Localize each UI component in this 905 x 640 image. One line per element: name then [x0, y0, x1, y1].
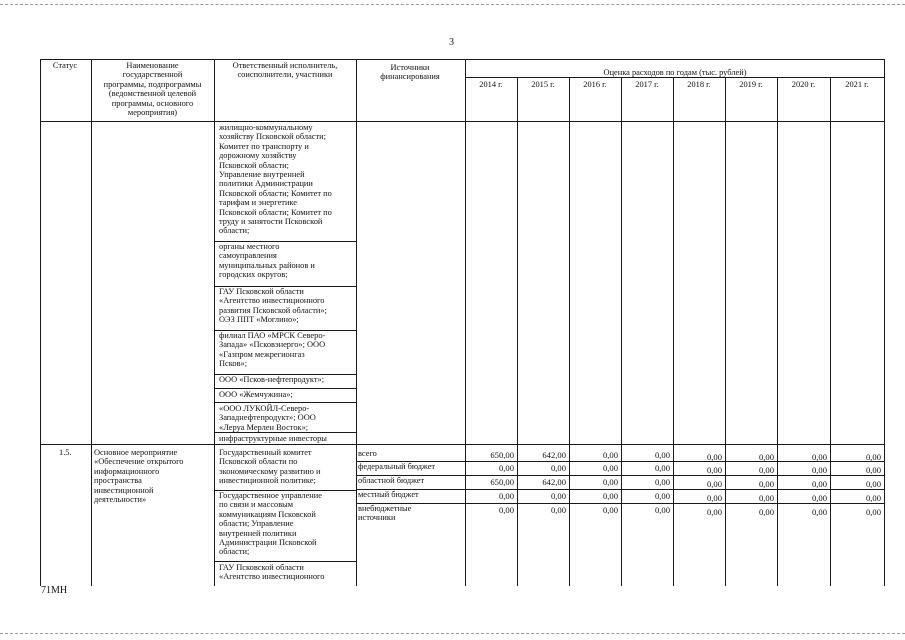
- funding-value-cell: 642,00: [542, 450, 566, 460]
- continuation-executor-block-1: жилищно-коммунальному хозяйству Псковской области; Комитет по транспорту и дорожному хозяйству Псковской области; Управление внутренней политики Администрации Псковской области; Комитет по тарифам и энергетике Псковской области; Комитет по труду и занятости Псковской области;: [219, 123, 332, 236]
- funding-source-label: внебюджетные источники: [358, 504, 412, 523]
- funding-source-label: всего: [358, 449, 377, 458]
- table-rule: [214, 388, 356, 389]
- funding-value-cell: 0,00: [654, 450, 670, 460]
- table-rule: [214, 561, 356, 562]
- funding-value-cell: 0,00: [602, 491, 618, 501]
- funding-value-cell: 0,00: [602, 450, 618, 460]
- table-rule: [214, 402, 356, 403]
- funding-value-cell: 0,00: [758, 479, 774, 489]
- table-rule: [40, 121, 885, 122]
- funding-value-cell: 0,00: [602, 477, 618, 487]
- row-1-5-executor-block-2: Государственное управление по связи и массовым коммуникациям Псковской области; Управление внутренней политики Администрации Псковской области;: [219, 491, 322, 557]
- table-rule: [40, 444, 885, 445]
- continuation-executor-block-4: филиал ПАО «МРСК Северо- Запада» «Псковэнерго»; ООО «Газпром межрегионгаз Псков»;: [219, 331, 326, 369]
- row-1-5-status: 1.5.: [59, 448, 72, 457]
- funding-value-cell: 0,00: [811, 493, 827, 503]
- year-header: 2014 г.: [479, 80, 503, 89]
- year-header: 2021 г.: [845, 80, 869, 89]
- funding-value-cell: 0,00: [706, 493, 722, 503]
- funding-value-cell: 0,00: [706, 465, 722, 475]
- header-funding-sources: Источники финансирования: [380, 63, 440, 82]
- table-rule: [91, 59, 92, 586]
- funding-value-cell: 0,00: [758, 507, 774, 517]
- continuation-executor-block-7: «ООО ЛУКОЙЛ-Северо- Западнефтепродукт»; ООО «Леруа Мерлен Восток»;: [219, 404, 316, 432]
- funding-value-cell: 0,00: [811, 479, 827, 489]
- row-1-5-executor-block-3: ГАУ Псковской области «Агентство инвестиционного: [219, 563, 325, 582]
- continuation-executor-block-3: ГАУ Псковской области «Агентство инвестиционного развития Псковской области»; ОЭЗ ППТ «Моглино»;: [219, 287, 327, 325]
- year-header: 2017 г.: [635, 80, 659, 89]
- funding-value-cell: 0,00: [550, 463, 566, 473]
- funding-value-cell: 0,00: [865, 507, 881, 517]
- funding-value-cell: 0,00: [498, 491, 514, 501]
- funding-value-cell: 0,00: [706, 452, 722, 462]
- continuation-executor-block-2: органы местного самоуправления муниципальных районов и городских округов;: [219, 242, 315, 280]
- header-program-name: Наименование государственной программы, подпрограммы (ведомственной целевой программы, основного мероприятия): [103, 61, 202, 118]
- row-1-5-name: Основное мероприятие «Обеспечение открытого информационного пространства инвестиционной деятельности»: [94, 448, 184, 505]
- funding-value-cell: 0,00: [865, 479, 881, 489]
- funding-value-cell: 0,00: [811, 465, 827, 475]
- funding-value-cell: 0,00: [550, 505, 566, 515]
- year-header: 2015 г.: [531, 80, 555, 89]
- funding-value-cell: 0,00: [602, 463, 618, 473]
- funding-value-cell: 0,00: [758, 465, 774, 475]
- funding-value-cell: 0,00: [498, 505, 514, 515]
- header-executor: Ответственный исполнитель, соисполнители, участники: [232, 61, 338, 80]
- funding-value-cell: 0,00: [865, 493, 881, 503]
- funding-source-label: областной бюджет: [358, 476, 425, 485]
- table-rule: [40, 59, 41, 586]
- continuation-executor-block-6: ООО «Жемчужина»;: [219, 390, 293, 399]
- table-rule: [214, 59, 215, 586]
- funding-value-cell: 0,00: [811, 507, 827, 517]
- funding-value-cell: 0,00: [865, 452, 881, 462]
- continuation-executor-block-8: инфраструктурные инвесторы: [219, 434, 327, 443]
- year-header: 2016 г.: [583, 80, 607, 89]
- header-expenses: Оценка расходов по годам (тыс. рублей): [603, 68, 747, 77]
- year-header: 2018 г.: [687, 80, 711, 89]
- funding-value-cell: 0,00: [498, 463, 514, 473]
- year-header: 2019 г.: [739, 80, 763, 89]
- funding-value-cell: 0,00: [758, 493, 774, 503]
- funding-value-cell: 0,00: [811, 452, 827, 462]
- funding-value-cell: 0,00: [706, 479, 722, 489]
- funding-value-cell: 0,00: [865, 465, 881, 475]
- continuation-executor-block-5: ООО «Псков-нефтепродукт»;: [219, 375, 325, 384]
- funding-source-label: федеральный бюджет: [358, 462, 436, 471]
- funding-value-cell: 0,00: [654, 477, 670, 487]
- funding-value-cell: 0,00: [654, 505, 670, 515]
- funding-value-cell: 0,00: [706, 507, 722, 517]
- row-1-5-executor-block-1: Государственный комитет Псковской области по экономическому развитию и инвестиционной политике;: [219, 448, 321, 486]
- footer-code: 71МН: [41, 585, 68, 596]
- funding-value-cell: 0,00: [654, 463, 670, 473]
- page-number: 3: [449, 37, 454, 48]
- table-rule: [884, 59, 885, 586]
- funding-value-cell: 650,00: [490, 450, 514, 460]
- funding-value-cell: 642,00: [542, 477, 566, 487]
- funding-source-label: местный бюджет: [358, 490, 419, 499]
- funding-value-cell: 0,00: [654, 491, 670, 501]
- header-status: Статус: [52, 61, 78, 70]
- funding-value-cell: 0,00: [758, 452, 774, 462]
- table-rule: [40, 59, 885, 60]
- year-header: 2020 г.: [791, 80, 816, 89]
- funding-value-cell: 0,00: [550, 491, 566, 501]
- funding-value-cell: 650,00: [490, 477, 514, 487]
- funding-value-cell: 0,00: [602, 505, 618, 515]
